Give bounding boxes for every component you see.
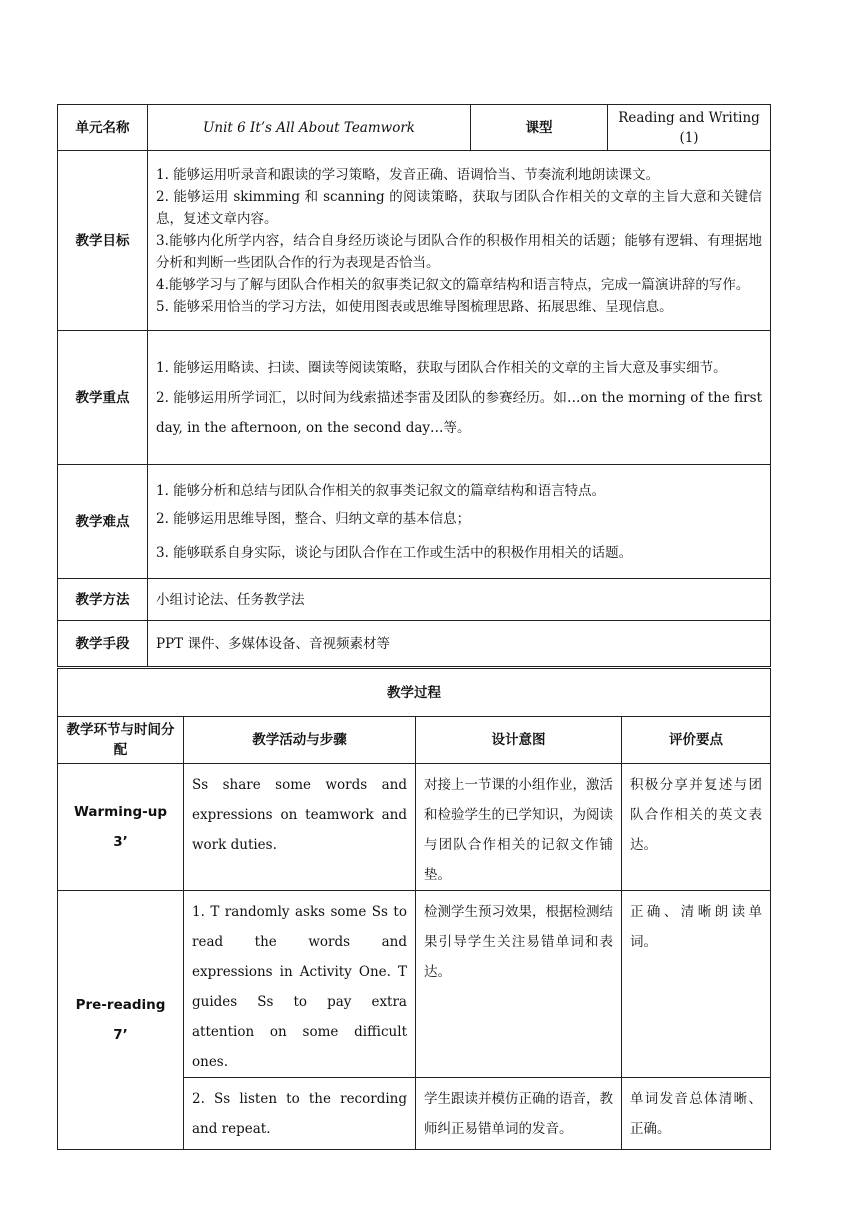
goal-item: 5. 能够采用恰当的学习方法，如使用图表或思维导图梳理思路、拓展思维、呈现信息。 [156, 298, 673, 315]
unit-label: 单元名称 [58, 105, 148, 151]
prereading-eval-2: 单词发音总体清晰、正确。 [622, 1078, 771, 1150]
prereading-activity-2: 2. Ss listen to the recording and repeat. [184, 1078, 416, 1150]
type-value: Reading and Writing (1) [608, 105, 771, 151]
difficult-label: 教学难点 [58, 465, 148, 579]
warmup-eval: 积极分享并复述与团队合作相关的英文表达。 [622, 764, 771, 891]
difficult-item: 2. 能够运用思维导图，整合、归纳文章的基本信息； [156, 510, 471, 527]
process-title: 教学过程 [58, 669, 771, 717]
warmup-stage [58, 764, 184, 891]
type-label: 课型 [471, 105, 608, 151]
prereading-stage-name: Pre-reading [75, 997, 166, 1013]
means-label: 教学手段 [58, 621, 148, 667]
prereading-stage [58, 891, 184, 1150]
prereading-intent-1: 检测学生预习效果，根据检测结果引导学生关注易错单词和表达。 [416, 891, 622, 1078]
key-label: 教学重点 [58, 331, 148, 465]
prereading-stage-time: 7’ [113, 1027, 128, 1043]
prereading-activity-1: 1. T randomly asks some Ss to read the words and expressions in Activity One. T guides Ss to pay extra attention on some difficult ones. [184, 891, 416, 1078]
method-value: 小组讨论法、任务教学法 [148, 579, 771, 621]
process-table [57, 668, 771, 1150]
warmup-stage-time: 3’ [113, 834, 128, 850]
goals-label: 教学目标 [58, 151, 148, 331]
prereading-eval-1: 正确、清晰朗读单词。 [622, 891, 771, 1078]
unit-value: Unit 6 It’s All About Teamwork [148, 105, 471, 151]
header-eval: 评价要点 [622, 717, 771, 764]
goal-item: 2. 能够运用 skimming 和 scanning 的阅读策略，获取与团队合作相关的文章的主旨大意和关键信息，复述文章内容。 [156, 188, 762, 227]
difficult-item: 1. 能够分析和总结与团队合作相关的叙事类记叙文的篇章结构和语言特点。 [156, 482, 606, 499]
prereading-intent-2: 学生跟读并模仿正确的语音，教师纠正易错单词的发音。 [416, 1078, 622, 1150]
warmup-activity: Ss share some words and expressions on teamwork and work duties. [184, 764, 416, 891]
warmup-intent: 对接上一节课的小组作业，激活和检验学生的已学知识，为阅读与团队合作相关的记叙文作铺垫。 [416, 764, 622, 891]
header-stage: 教学环节与时间分配 [58, 717, 184, 764]
goals-cell [148, 151, 771, 331]
difficult-cell [148, 465, 771, 579]
key-item: 2. 能够运用所学词汇，以时间为线索描述李雷及团队的参赛经历。如…on the morning of the first day, in the afternoon, on the second day…等。 [156, 389, 762, 436]
goal-item: 1. 能够运用听录音和跟读的学习策略，发音正确、语调恰当、节奏流利地朗读课文。 [156, 166, 660, 183]
goal-item: 3.能够内化所学内容，结合自身经历谈论与团队合作的积极作用相关的话题；能够有逻辑、有理据地分析和判断一些团队合作的行为表现是否恰当。 [156, 232, 762, 271]
warmup-stage-name: Warming-up [73, 804, 168, 820]
key-item: 1. 能够运用略读、扫读、圈读等阅读策略，获取与团队合作相关的文章的主旨大意及事实细节。 [156, 359, 727, 376]
course-info-table [57, 104, 771, 667]
header-activity: 教学活动与步骤 [184, 717, 416, 764]
header-intent: 设计意图 [416, 717, 622, 764]
method-label: 教学方法 [58, 579, 148, 621]
means-value: PPT 课件、多媒体设备、音视频素材等 [148, 621, 771, 667]
key-cell [148, 331, 771, 465]
difficult-item: 3. 能够联系自身实际，谈论与团队合作在工作或生活中的积极作用相关的话题。 [156, 544, 633, 561]
goal-item: 4.能够学习与了解与团队合作相关的叙事类记叙文的篇章结构和语言特点，完成一篇演讲辞的写作。 [156, 276, 750, 293]
